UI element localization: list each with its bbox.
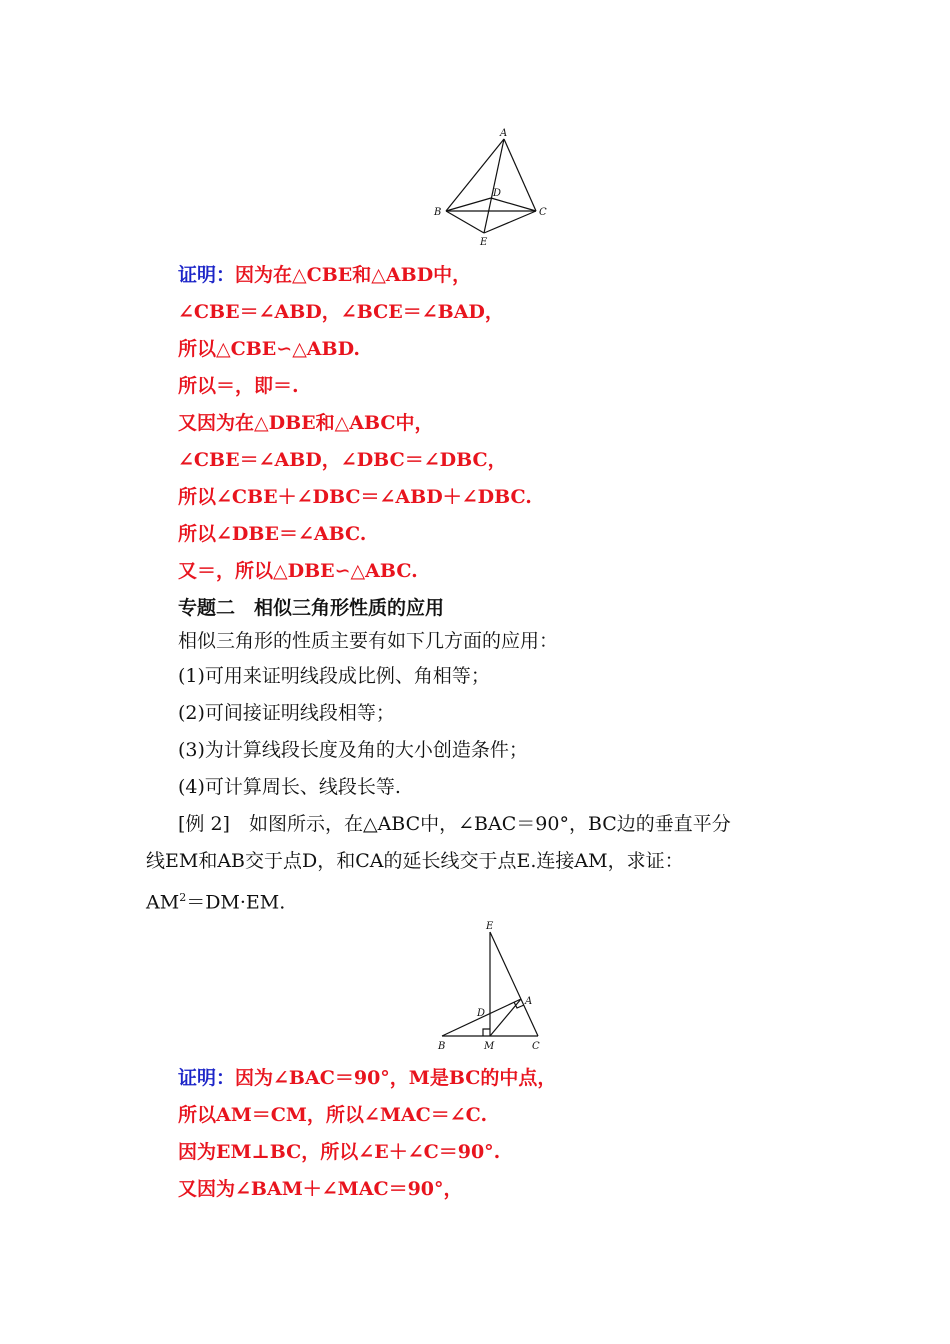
topic2-heading: 专题二 相似三角形性质的应用 [178,597,445,619]
example2-line-1: [例 2] 如图所示，在△ABC中，∠BAC＝90°，BC边的垂直平分 [178,813,731,835]
example2-am: AM [146,891,180,914]
segment-be [446,211,484,233]
proof-text: 因为在△CBE和△ABD中， [235,264,472,286]
label-a: A [525,996,533,1007]
label-a: A [500,128,508,139]
topic2-intro: 相似三角形的性质主要有如下几方面的应用： [178,630,559,652]
segment-ma [490,999,521,1036]
segment-ae [484,139,504,233]
proof1-line-2: ∠CBE＝∠ABD，∠BCE＝∠BAD， [178,301,504,323]
proof1-line-3: 所以△CBE∽△ABD. [178,338,361,360]
figure-right-triangle [434,918,554,1056]
proof-prefix: 证明： [178,1067,236,1089]
segment-ab [446,139,504,211]
proof1-line-9: 又＝，所以△DBE∽△ABC. [178,560,418,582]
topic2-item-1: (1)可用来证明线段成比例、角相等； [178,665,490,687]
label-d: D [493,188,502,199]
label-m: M [484,1041,495,1052]
proof1-line-8: 所以∠DBE＝∠ABC. [178,523,367,545]
proof2-line-4: 又因为∠BAM＋∠MAC＝90°， [178,1178,463,1200]
example2-line-3 [146,885,285,915]
example2-line-2: 线EM和AB交于点D，和CA的延长线交于点E.连接AM，求证： [146,850,684,872]
example2-rest: ＝DM·EM. [186,891,286,914]
proof2-line-2: 所以AM＝CM，所以∠MAC＝∠C. [178,1104,488,1126]
label-c: C [532,1041,540,1052]
proof2-line-1 [178,1065,556,1091]
topic2-item-3: (3)为计算线段长度及角的大小创造条件； [178,739,528,761]
label-e: E [486,921,494,932]
proof-text: 因为∠BAC＝90°，M是BC的中点， [235,1067,557,1089]
example2-sup: 2 [179,891,187,904]
label-b: B [434,207,442,218]
figure-triangle-abc-e [430,125,560,250]
segment-bd [446,198,491,211]
right-angle-m [483,1029,490,1036]
proof1-line-1 [178,262,471,288]
proof-prefix: 证明： [178,264,236,286]
label-e: E [480,237,488,248]
proof1-line-5: 又因为在△DBE和△ABC中， [178,412,434,434]
segment-ac [504,139,536,211]
topic2-item-4: (4)可计算周长、线段长等. [178,776,401,798]
proof1-line-6: ∠CBE＝∠ABD，∠DBC＝∠DBC， [178,449,507,471]
topic2-item-2: (2)可间接证明线段相等； [178,702,395,724]
label-c: C [539,207,547,218]
proof1-line-4: 所以＝，即＝. [178,375,299,397]
label-b: B [438,1041,446,1052]
proof2-line-3: 因为EM⊥BC，所以∠E＋∠C＝90°. [178,1141,501,1163]
label-d: D [477,1008,486,1019]
proof1-line-7: 所以∠CBE＋∠DBC＝∠ABD＋∠DBC. [178,486,532,508]
segment-dc [491,198,536,211]
segment-ec [490,932,538,1036]
segment-ce [484,211,536,233]
